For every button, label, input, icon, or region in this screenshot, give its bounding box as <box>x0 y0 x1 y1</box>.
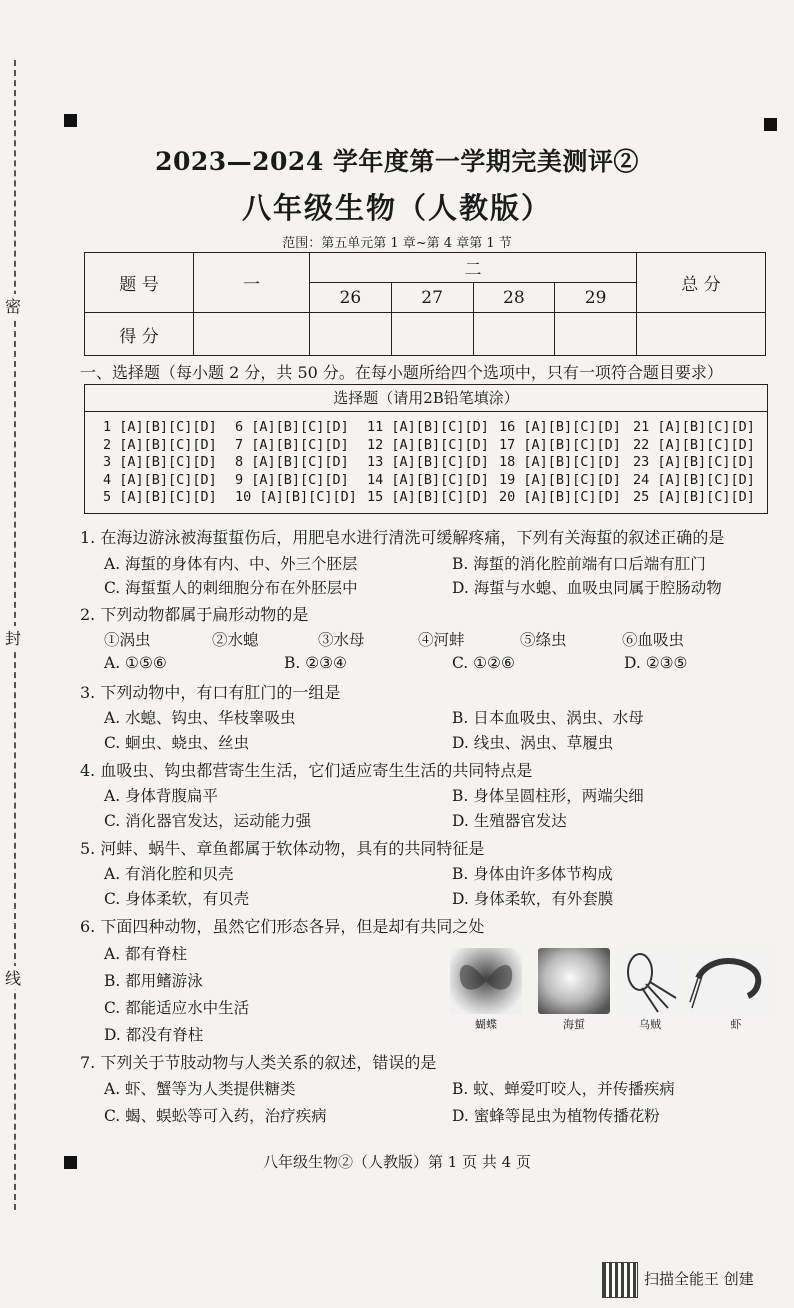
score-table-sub-26: 26 <box>310 283 392 313</box>
question-2-item: ⑥血吸虫 <box>622 631 685 649</box>
question-6-option-c: C. 都能适应水中生活 <box>104 999 250 1017</box>
answer-row[interactable]: 10 [A][B][C][D] <box>235 489 357 505</box>
question-4-option-a: A. 身体背腹扁平 <box>104 787 219 805</box>
question-2-option-c: C. ①②⑥ <box>452 654 515 672</box>
answer-row[interactable]: 23 [A][B][C][D] <box>633 454 755 470</box>
question-4-stem: 4. 血吸虫、钩虫都营寄生生活，它们适应寄生生活的共同特点是 <box>80 761 533 780</box>
score-cell-part1 <box>194 313 310 356</box>
question-2-item: ④河蚌 <box>418 631 465 649</box>
butterfly-photo <box>450 948 522 1014</box>
answer-column-3 <box>367 419 489 507</box>
question-1-option-b: B. 海蜇的消化腔前端有口后端有肛门 <box>452 555 706 573</box>
answer-row[interactable]: 4 [A][B][C][D] <box>103 471 217 488</box>
question-2-item: ⑤绦虫 <box>520 631 567 649</box>
binding-char-mi: 密 <box>2 294 24 317</box>
answer-column-1 <box>103 419 217 507</box>
score-table <box>84 252 766 356</box>
answer-column-4 <box>499 419 621 507</box>
answer-row[interactable]: 1 [A][B][C][D] <box>103 419 217 435</box>
question-1-stem: 1. 在海边游泳被海蜇蜇伤后，用肥皂水进行清洗可缓解疼痛，下列有关海蜇的叙述正确的是 <box>80 528 725 547</box>
score-cell-total <box>637 313 766 356</box>
exam-scope: 范围：第五单元第 1 章~第 4 章第 1 节 <box>282 236 512 251</box>
exam-title: 2023—2024 学年度第一学期完美测评② <box>155 147 639 176</box>
question-6-photos <box>450 948 770 1031</box>
answer-column-5 <box>633 419 755 507</box>
binding-char-feng: 封 <box>2 626 24 649</box>
answer-box-title: 选择题（请用2B铅笔填涂） <box>85 385 767 412</box>
question-2-option-d: D. ②③⑤ <box>624 654 688 672</box>
page-footer: 八年级生物②（人教版）第 1 页 共 4 页 <box>263 1153 531 1171</box>
caption-squid: 乌贼 <box>639 1018 661 1031</box>
question-3-stem: 3. 下列动物中，有口有肛门的一组是 <box>80 683 341 702</box>
question-3-option-d: D. 线虫、涡虫、草履虫 <box>452 734 614 752</box>
jellyfish-photo <box>538 948 610 1014</box>
section1-heading: 一、选择题（每小题 2 分，共 50 分。在每小题所给四个选项中，只有一项符合题目要求） <box>80 363 723 382</box>
question-7-option-b: B. 蚊、蝉爱叮咬人，并传播疾病 <box>452 1080 675 1098</box>
score-table-part1: 一 <box>194 253 310 313</box>
question-2-item: ③水母 <box>318 631 365 649</box>
answer-row[interactable]: 22 [A][B][C][D] <box>633 436 755 453</box>
answer-row[interactable]: 7 [A][B][C][D] <box>235 436 349 453</box>
answer-row[interactable]: 21 [A][B][C][D] <box>633 419 755 435</box>
answer-row[interactable]: 19 [A][B][C][D] <box>499 471 621 488</box>
score-table-sub-28: 28 <box>473 283 555 313</box>
score-table-sub-29: 29 <box>555 283 637 313</box>
registration-mark-top-left <box>64 114 77 127</box>
question-2-option-b: B. ②③④ <box>284 654 347 672</box>
caption-butterfly: 蝴蝶 <box>475 1018 497 1031</box>
question-3-option-a: A. 水螅、钩虫、华枝睾吸虫 <box>104 709 296 727</box>
question-6-option-a: A. 都有脊柱 <box>104 945 188 963</box>
score-cell-27 <box>391 313 473 356</box>
answer-row[interactable]: 12 [A][B][C][D] <box>367 436 489 453</box>
answer-row[interactable]: 11 [A][B][C][D] <box>367 419 489 435</box>
registration-mark-top-right <box>764 118 777 131</box>
shrimp-photo <box>688 948 770 1014</box>
answer-row[interactable]: 2 [A][B][C][D] <box>103 436 217 453</box>
answer-row[interactable]: 13 [A][B][C][D] <box>367 454 489 470</box>
answer-row[interactable]: 15 [A][B][C][D] <box>367 489 489 505</box>
question-4-option-c: C. 消化器官发达，运动能力强 <box>104 812 312 830</box>
question-7-option-c: C. 蝎、蜈蚣等可入药，治疗疾病 <box>104 1107 327 1125</box>
question-3-option-c: C. 蛔虫、蛲虫、丝虫 <box>104 734 250 752</box>
answer-row[interactable]: 16 [A][B][C][D] <box>499 419 621 435</box>
question-5-option-d: D. 身体柔软，有外套膜 <box>452 890 614 908</box>
answer-row[interactable]: 17 [A][B][C][D] <box>499 436 621 453</box>
question-7-option-d: D. 蜜蜂等昆虫为植物传播花粉 <box>452 1107 660 1125</box>
question-5-option-b: B. 身体由许多体节构成 <box>452 865 613 883</box>
answer-row[interactable]: 6 [A][B][C][D] <box>235 419 349 435</box>
answer-row[interactable]: 20 [A][B][C][D] <box>499 489 621 505</box>
answer-row[interactable]: 5 [A][B][C][D] <box>103 489 217 505</box>
question-6-option-d: D. 都没有脊柱 <box>104 1026 204 1044</box>
score-cell-28 <box>473 313 555 356</box>
score-cell-29 <box>555 313 637 356</box>
answer-row[interactable]: 25 [A][B][C][D] <box>633 489 755 505</box>
question-7-option-a: A. 虾、蟹等为人类提供糖类 <box>104 1080 296 1098</box>
question-5-option-a: A. 有消化腔和贝壳 <box>104 865 234 883</box>
qr-code-icon <box>602 1262 638 1298</box>
binding-char-xian: 线 <box>2 966 24 989</box>
squid-photo <box>618 948 682 1014</box>
question-1-option-c: C. 海蜇蜇人的刺细胞分布在外胚层中 <box>104 579 358 597</box>
question-4-option-d: D. 生殖器官发达 <box>452 812 567 830</box>
answer-row[interactable]: 14 [A][B][C][D] <box>367 471 489 488</box>
answer-column-2 <box>235 419 357 507</box>
caption-shrimp: 虾 <box>730 1018 742 1031</box>
score-table-row2-label: 得 分 <box>85 313 194 356</box>
question-2-item: ①涡虫 <box>104 631 151 649</box>
question-5-stem: 5. 河蚌、蜗牛、章鱼都属于软体动物，具有的共同特征是 <box>80 839 485 858</box>
answer-row[interactable]: 3 [A][B][C][D] <box>103 454 217 470</box>
scanner-watermark: 扫描全能王 创建 <box>644 1270 754 1288</box>
answer-row[interactable]: 18 [A][B][C][D] <box>499 454 621 470</box>
answer-box <box>84 384 768 514</box>
answer-row[interactable]: 8 [A][B][C][D] <box>235 454 349 470</box>
question-2-option-a: A. ①⑤⑥ <box>104 654 167 672</box>
score-table-sub-27: 27 <box>391 283 473 313</box>
question-2-stem: 2. 下列动物都属于扁形动物的是 <box>80 605 309 624</box>
question-7-stem: 7. 下列关于节肢动物与人类关系的叙述，错误的是 <box>80 1053 437 1072</box>
question-5-option-c: C. 身体柔软，有贝壳 <box>104 890 250 908</box>
question-1-option-d: D. 海蜇与水螅、血吸虫同属于腔肠动物 <box>452 579 722 597</box>
answer-row[interactable]: 9 [A][B][C][D] <box>235 471 349 488</box>
question-1-option-a: A. 海蜇的身体有内、中、外三个胚层 <box>104 555 358 573</box>
question-6-stem: 6. 下面四种动物，虽然它们形态各异，但是却有共同之处 <box>80 917 485 936</box>
score-table-part2: 二 <box>310 253 637 283</box>
question-3-option-b: B. 日本血吸虫、涡虫、水母 <box>452 709 644 727</box>
score-table-row1-label: 题 号 <box>85 253 194 313</box>
question-4-option-b: B. 身体呈圆柱形，两端尖细 <box>452 787 644 805</box>
answer-row[interactable]: 24 [A][B][C][D] <box>633 471 755 488</box>
score-table-total: 总 分 <box>637 253 766 313</box>
exam-subtitle: 八年级生物（人教版） <box>241 191 552 225</box>
caption-jellyfish: 海蜇 <box>563 1018 585 1031</box>
score-cell-26 <box>310 313 392 356</box>
question-2-item: ②水螅 <box>212 631 259 649</box>
question-6-option-b: B. 都用鳍游泳 <box>104 972 203 990</box>
